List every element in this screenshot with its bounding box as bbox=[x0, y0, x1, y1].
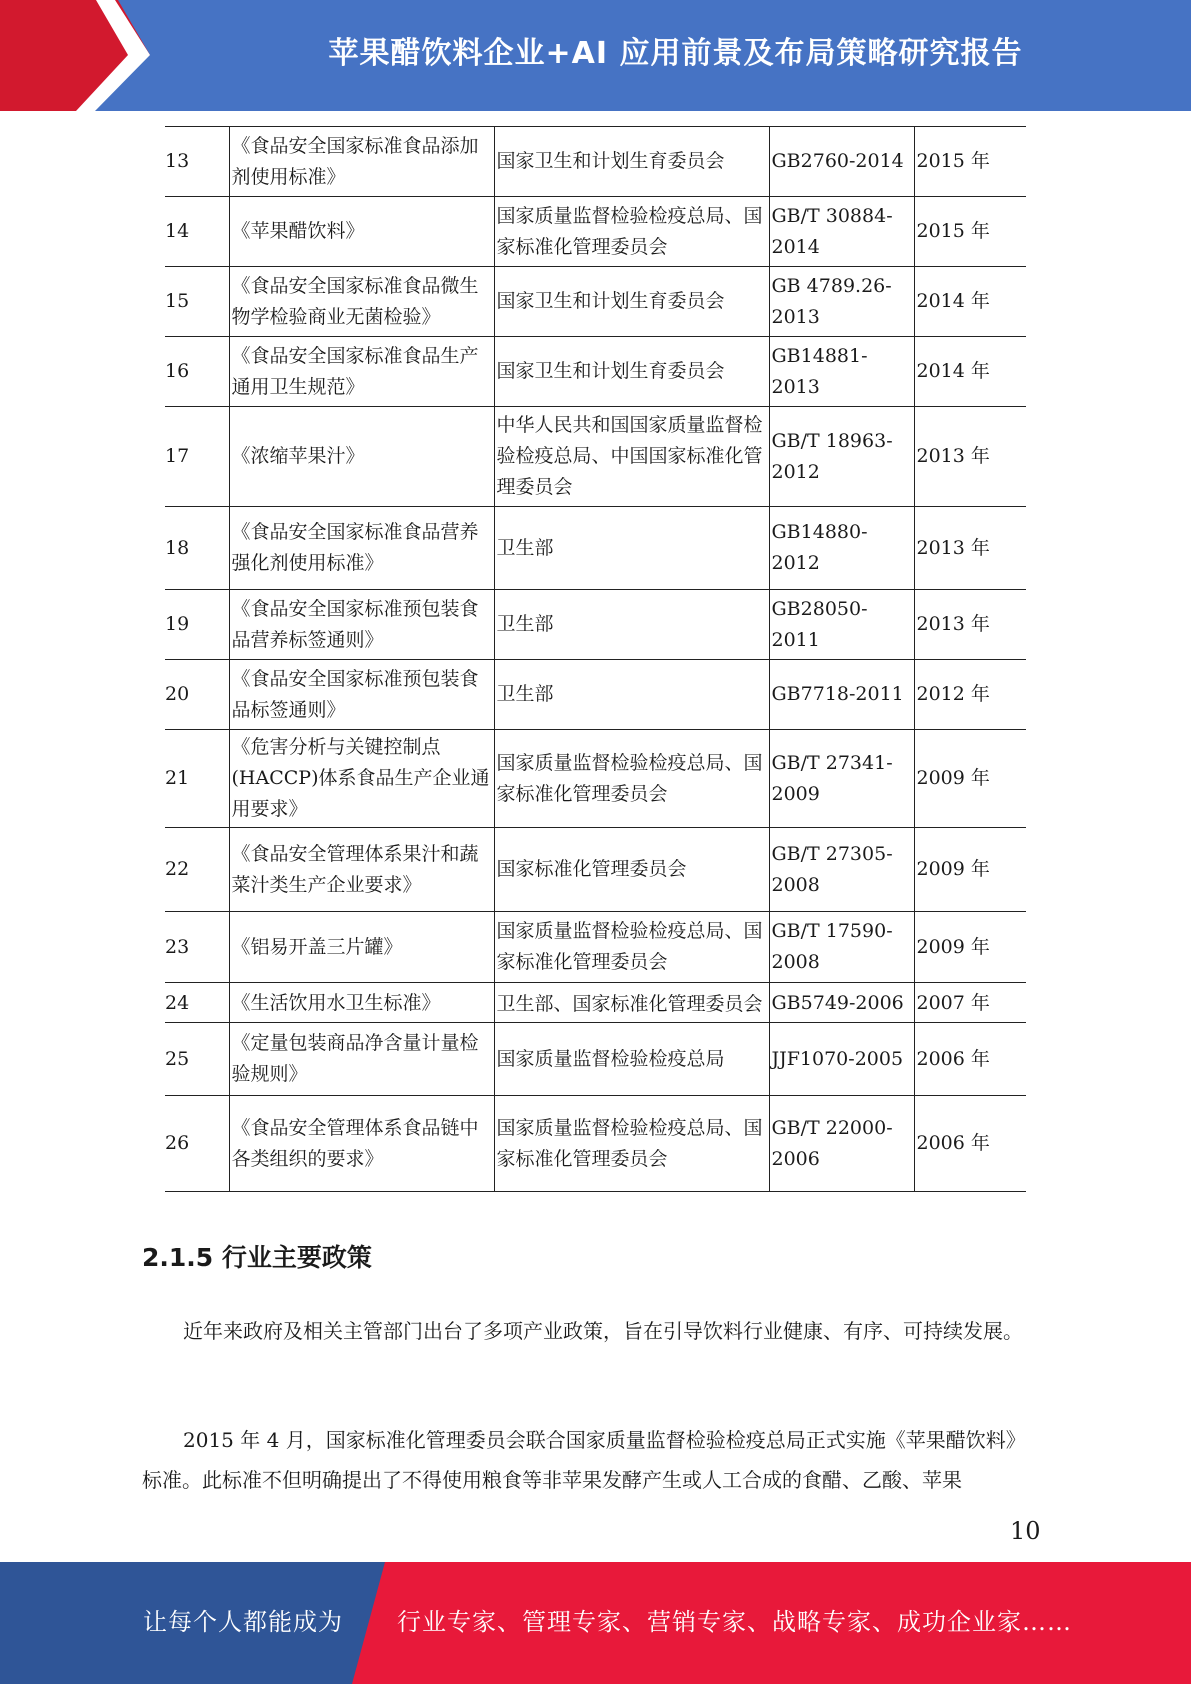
table-row bbox=[165, 407, 1026, 507]
issuing-department: 卫生部 bbox=[494, 507, 769, 590]
effective-year: 2015 年 bbox=[914, 127, 1026, 197]
issuing-department: 国家卫生和计划生育委员会 bbox=[494, 267, 769, 337]
row-number: 24 bbox=[165, 983, 229, 1023]
table-row bbox=[165, 912, 1026, 983]
row-number: 25 bbox=[165, 1023, 229, 1096]
effective-year: 2007 年 bbox=[914, 983, 1026, 1023]
row-number: 26 bbox=[165, 1096, 229, 1192]
issuing-department: 国家质量监督检验检疫总局 bbox=[494, 1023, 769, 1096]
issuing-department: 国家卫生和计划生育委员会 bbox=[494, 337, 769, 407]
table-row bbox=[165, 337, 1026, 407]
table-row bbox=[165, 127, 1026, 197]
table-row bbox=[165, 267, 1026, 337]
standard-name: 《食品安全国家标准食品添加剂使用标准》 bbox=[229, 127, 494, 197]
footer-slogan-right: 行业专家、管理专家、营销专家、战略专家、成功企业家…… bbox=[397, 1608, 1072, 1636]
standard-code: GB/T 22000-2006 bbox=[769, 1096, 914, 1192]
standard-code: GB/T 17590-2008 bbox=[769, 912, 914, 983]
row-number: 18 bbox=[165, 507, 229, 590]
standard-code: GB 4789.26-2013 bbox=[769, 267, 914, 337]
table-row bbox=[165, 983, 1026, 1023]
section-heading: 2.1.5 行业主要政策 bbox=[142, 1243, 372, 1272]
standard-name: 《食品安全国家标准食品微生物学检验商业无菌检验》 bbox=[229, 267, 494, 337]
table-row bbox=[165, 1023, 1026, 1096]
row-number: 22 bbox=[165, 828, 229, 912]
effective-year: 2013 年 bbox=[914, 407, 1026, 507]
standard-code: GB/T 27305-2008 bbox=[769, 828, 914, 912]
table-row bbox=[165, 590, 1026, 660]
standard-code: GB14881-2013 bbox=[769, 337, 914, 407]
issuing-department-text: 卫生部、国家标准化管理委员会 bbox=[496, 992, 763, 1015]
standard-code: JJF1070-2005 bbox=[769, 1023, 914, 1096]
report-title: 苹果醋饮料企业+AI 应用前景及布局策略研究报告 bbox=[328, 36, 1023, 71]
table-row bbox=[165, 660, 1026, 730]
table-row bbox=[165, 1096, 1026, 1192]
standard-name: 《食品安全国家标准食品营养强化剂使用标准》 bbox=[229, 507, 494, 590]
issuing-department bbox=[494, 983, 769, 1023]
standard-name: 《食品安全管理体系食品链中各类组织的要求》 bbox=[229, 1096, 494, 1192]
row-number: 21 bbox=[165, 730, 229, 828]
row-number: 23 bbox=[165, 912, 229, 983]
table-row bbox=[165, 507, 1026, 590]
issuing-department: 卫生部 bbox=[494, 660, 769, 730]
standard-name: 《铝易开盖三片罐》 bbox=[229, 912, 494, 983]
standard-code: GB28050-2011 bbox=[769, 590, 914, 660]
standard-name: 《定量包装商品净含量计量检验规则》 bbox=[229, 1023, 494, 1096]
standard-name: 《生活饮用水卫生标准》 bbox=[229, 983, 494, 1023]
row-number: 17 bbox=[165, 407, 229, 507]
issuing-department: 国家质量监督检验检疫总局、国家标准化管理委员会 bbox=[494, 1096, 769, 1192]
paragraph: 近年来政府及相关主管部门出台了多项产业政策，旨在引导饮料行业健康、有序、可持续发展。 bbox=[183, 1319, 1023, 1343]
standard-code: GB5749-2006 bbox=[769, 983, 914, 1023]
standards-table bbox=[165, 126, 1026, 1192]
page-number: 10 bbox=[1010, 1517, 1041, 1545]
effective-year: 2013 年 bbox=[914, 507, 1026, 590]
effective-year: 2014 年 bbox=[914, 337, 1026, 407]
effective-year: 2013 年 bbox=[914, 590, 1026, 660]
effective-year: 2014 年 bbox=[914, 267, 1026, 337]
issuing-department: 国家质量监督检验检疫总局、国家标准化管理委员会 bbox=[494, 912, 769, 983]
paragraph: 2015 年 4 月，国家标准化管理委员会联合国家质量监督检验检疫总局正式实施《苹果醋饮料》标准。此标准不但明确提出了不得使用粮食等非苹果发酵产生或人工合成的食醋、乙酸、苹果 bbox=[142, 1428, 1026, 1492]
issuing-department: 中华人民共和国国家质量监督检验检疫总局、中国国家标准化管理委员会 bbox=[494, 407, 769, 507]
effective-year: 2015 年 bbox=[914, 197, 1026, 267]
row-number: 16 bbox=[165, 337, 229, 407]
issuing-department: 国家质量监督检验检疫总局、国家标准化管理委员会 bbox=[494, 197, 769, 267]
effective-year: 2006 年 bbox=[914, 1023, 1026, 1096]
standard-name: 《食品安全国家标准预包装食品营养标签通则》 bbox=[229, 590, 494, 660]
standard-code: GB7718-2011 bbox=[769, 660, 914, 730]
report-header bbox=[0, 0, 1191, 111]
table-row bbox=[165, 730, 1026, 828]
standard-name: 《食品安全管理体系果汁和蔬菜汁类生产企业要求》 bbox=[229, 828, 494, 912]
standard-code: GB/T 30884-2014 bbox=[769, 197, 914, 267]
standard-code: GB/T 27341-2009 bbox=[769, 730, 914, 828]
standard-code: GB14880-2012 bbox=[769, 507, 914, 590]
row-number: 15 bbox=[165, 267, 229, 337]
effective-year: 2006 年 bbox=[914, 1096, 1026, 1192]
standard-name: 《危害分析与关键控制点(HACCP)体系食品生产企业通用要求》 bbox=[229, 730, 494, 828]
report-footer bbox=[0, 1562, 1191, 1684]
standard-name: 《食品安全国家标准食品生产通用卫生规范》 bbox=[229, 337, 494, 407]
standard-code: GB2760-2014 bbox=[769, 127, 914, 197]
row-number: 13 bbox=[165, 127, 229, 197]
effective-year: 2009 年 bbox=[914, 730, 1026, 828]
row-number: 20 bbox=[165, 660, 229, 730]
effective-year: 2009 年 bbox=[914, 828, 1026, 912]
effective-year: 2009 年 bbox=[914, 912, 1026, 983]
footer-slogan-left: 让每个人都能成为 bbox=[143, 1608, 343, 1636]
effective-year: 2012 年 bbox=[914, 660, 1026, 730]
row-number: 19 bbox=[165, 590, 229, 660]
issuing-department: 卫生部 bbox=[494, 590, 769, 660]
issuing-department: 国家质量监督检验检疫总局、国家标准化管理委员会 bbox=[494, 730, 769, 828]
table-row bbox=[165, 197, 1026, 267]
row-number: 14 bbox=[165, 197, 229, 267]
standard-name: 《浓缩苹果汁》 bbox=[229, 407, 494, 507]
issuing-department: 国家卫生和计划生育委员会 bbox=[494, 127, 769, 197]
standard-name: 《食品安全国家标准预包装食品标签通则》 bbox=[229, 660, 494, 730]
table-row bbox=[165, 828, 1026, 912]
issuing-department: 国家标准化管理委员会 bbox=[494, 828, 769, 912]
standard-code: GB/T 18963-2012 bbox=[769, 407, 914, 507]
standard-name: 《苹果醋饮料》 bbox=[229, 197, 494, 267]
